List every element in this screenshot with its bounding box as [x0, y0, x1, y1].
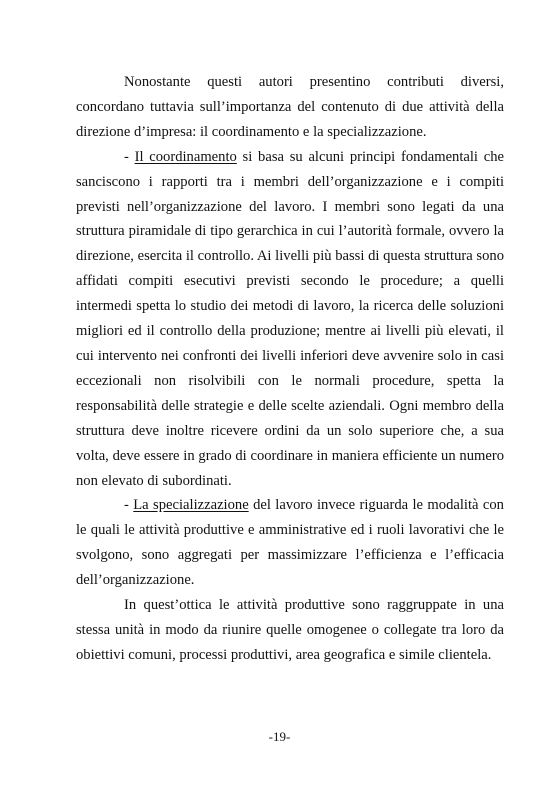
paragraph-coordinamento-text: si basa su alcuni principi fondamentali che sanciscono i rapporti tra i membri dell’organizzazione e i compiti previsti nell’organizzazione del lavoro. I membri sono legati da una struttura piramidale di tipo gerarchica in cui l’autorità formale, ovvero la direzione, esercita il controllo. Ai livelli più bassi di questa struttura sono affidati compiti esecutivi previsti secondo le procedure; a quelli intermedi spetta lo studio dei metodi di lavoro, la ricerca delle soluzioni migliori ed il controllo della produzione; mentre ai livelli più elevati, il cui intervento nei confronti dei livelli inferiori deve avvenire solo in casi eccezionali non risolvibili con le normali procedure, spetta la responsabilità delle strategie e delle scelte aziendali. Ogni membro della struttura deve inoltre ricevere ordini da un solo superiore che, a sua volta, deve essere in grado di coordinare in maniera efficiente un numero non elevato di subordinati.	[76, 148, 504, 489]
paragraph-conclusione	[76, 593, 504, 668]
term-specializzazione: La specializzazione	[133, 497, 249, 514]
paragraph-coordinamento-lead: -	[124, 148, 135, 165]
page-number: -19-	[268, 729, 291, 744]
paragraph-specializzazione-lead: -	[124, 497, 134, 514]
paragraph-specializzazione	[76, 493, 504, 593]
paragraph-intro-text: Nonostante questi autori presentino contributi diversi, concordano tuttavia sull’importanza del contenuto di due attività della direzione d’impresa: il coordinamento e la specializzazione.	[76, 74, 504, 140]
paragraph-intro	[76, 70, 504, 145]
term-coordinamento: Il coordinamento	[134, 148, 237, 165]
paragraph-conclusione-text: In quest’ottica le attività produttive sono raggruppate in una stessa unità in modo da riunire quelle omogenee o collegate tra loro da obiettivi comuni, processi produttivi, area geografica e simile clientela.	[76, 597, 504, 663]
body-text	[76, 70, 504, 668]
paragraph-specializzazione-text: del lavoro invece riguarda le modalità con le quali le attività produttive e amministrative ed i ruoli lavorativi che le svolgono, sono aggregati per massimizzare l’efficienza e l’efficacia dell’organizzazione.	[76, 497, 504, 589]
paragraph-coordinamento	[76, 145, 504, 494]
